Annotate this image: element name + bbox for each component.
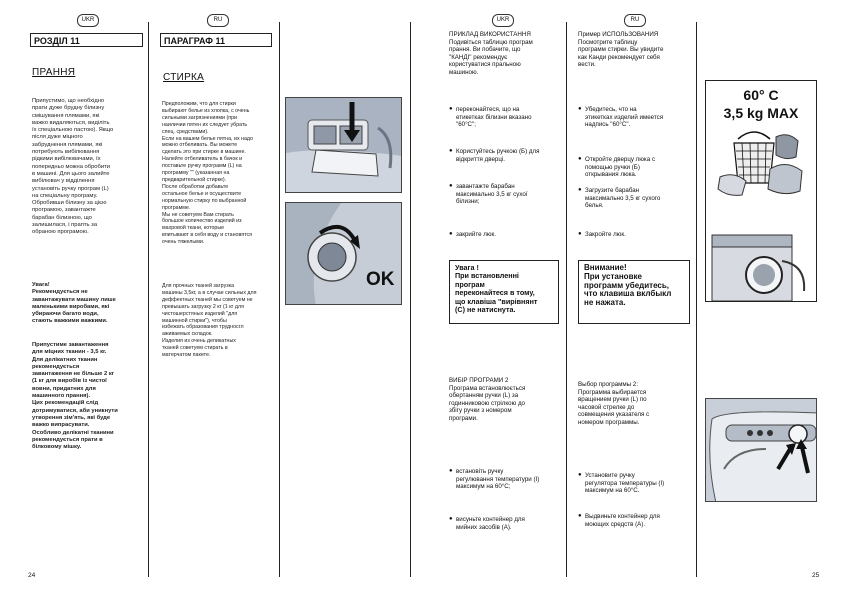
section-title: ПРАННЯ (32, 67, 76, 78)
instruction-bullet: ● Установите ручку регулятора температуры (I) максимум на 60°С. (578, 472, 699, 495)
instruction-bullet: ● Користуйтесь ручкою (Б) для відкриття дверці. (449, 148, 568, 163)
load-capacity-panel (705, 80, 817, 302)
body-text: Припустиме завантаження для міцних тканин - 3,5 кг. Для делікатних тканин рекомендується завантаження не більше 2 кг (1 кг для виробів із чистої вовни, придатних для машинного прання). Цих рекомендацій слід дотримуватися, аби уникнути утворення зім'ять, які буде важко випрасувати. Особливо делікатні тканини рекомендується прати в білковому мішку. (32, 342, 118, 451)
ok-label: OK (366, 269, 395, 290)
warning-box: Увага ! При встановленні програм переконайтеся в тому, що клавіша "вирівнянт (С) не натиснута. (449, 260, 559, 324)
example-heading: ПРИКЛАД ВИКОРИСТАННЯ Подивіться таблицю програм прання. Ви побачите, що "КАНДІ" рекомендує користуватися пральною машиною. (449, 31, 533, 76)
instruction-bullet: ● Откройте дверцу люка с помощью ручки (Б) открывания люка. (578, 156, 699, 179)
column-divider-1 (148, 22, 149, 577)
body-text: Для прочных тканей загрузка машины 3,5кг, а в случае сильных для деффектных тканей мы советуем не превышать загрузку 2 кг (1 кг для чистошерстяных изделий "для машинной стирки"), чтобы избежать образования трудносгл аживаемых складок. Изделия из очень деликатных тканей советуем стирать в матерчатом пакете. (162, 283, 257, 359)
program-step-text: ВИБІР ПРОГРАМИ 2 Програма встановлюється обертанням ручки (L) за годинниковою стрілкою до збігу ручки з номером програми. (449, 377, 526, 422)
instruction-bullet: ● висуньте контейнер для мийних засобів (А). (449, 516, 568, 531)
door-handle-photo (285, 202, 402, 305)
language-flag-ukr: UKR (492, 14, 514, 27)
max-load-label: 3,5 kg MAX (723, 105, 799, 121)
instruction-bullet: ● завантажте барабан максимально 3,5 кг сухої білизни; (449, 183, 568, 206)
laundry-basket-icon (716, 129, 808, 199)
page-number: 24 (28, 572, 36, 579)
instruction-bullet: ● Убедитесь, что на этикетках изделий имеется надпись "60°С". (578, 106, 699, 129)
washing-machine-icon (708, 231, 816, 301)
section-header: ПАРАГРАФ 11 (160, 33, 272, 47)
warning-box: Внимание! При установке программ убедитесь, что клавиша вклбыкл не нажата. (578, 260, 690, 324)
column-divider-2 (279, 22, 280, 577)
column-divider-3 (410, 22, 411, 577)
program-step-text: Выбор программы 2: Программа выбирается вращением ручки (L) по часовой стрелке до совмещения указателя с номером программы. (578, 381, 650, 426)
language-flag-ukr: UKR (77, 14, 99, 27)
section-title: СТИРКА (163, 72, 205, 83)
body-text: Увага! Рекомендується не завантажувати машину лише маленькими виробами, які убираючи багато води, стають важкими важкими. (32, 282, 116, 325)
language-flag-ru: RU (624, 14, 646, 27)
instruction-bullet: ● Выдвиньте контейнер для моющих средств (А). (578, 513, 699, 528)
temperature-label: 60° C (743, 87, 779, 103)
page-number: 25 (812, 572, 820, 579)
body-text: Припустимо, що необхідно прати дуже брудну білизну смішування плямами, які важко видаляються, виділіть їх спеціальною пастою). Якщо після дуже міцного забруднення плямами, які потребують вибілювання рідкими вибілювачами, їх попередньо можна обробити в машині. Для цього залийте вибілювач у відділення установіть ручку програм (L) на спеціальну програму. Обробивши білизну за цією програмою, завантажте барабан білизною, що залишилася, і прапть за обраною програмою. (32, 98, 114, 236)
example-heading: Пример ИСПОЛЬЗОВАНИЯ Посмотрите таблицу программ стирки. Вы увидите как Канди рекомендует себя вести. (578, 31, 664, 69)
instruction-bullet: ● переконайтеся, що на етикетках білизни вказано "60°С"; (449, 106, 568, 129)
detergent-drawer-photo (285, 97, 402, 193)
body-text: Предположим, что для стирки выбирают белье из хлопка, с очень сильными загрязнениями (при наиличии пятен их следует убрать спец. средствами). Если на вашем белье пятна, их надо можно отбеливать. Вы можете сделать это при стирке в машине. Налейте отбеливатель в бачок и поставьте ручку программ (L) на программу "" (указанная на предварительной стирке). После обработки добавьте остальное белье и осуществите нормальную стирку по выбранной программе. Мы не советуем Вам стирать большое количество изделий из махровой ткани, которые впитывают в себя воду и становятся очень тяжелыми. (162, 101, 253, 246)
instruction-bullet: ● встановіть ручку регулювання температури (I) максимум на 60°С; (449, 468, 568, 491)
language-flag-ru: RU (207, 14, 229, 27)
instruction-bullet: ● Загрузите барабан максимально 3,5 кг сухого белья. (578, 187, 699, 210)
instruction-bullet: ● закрийте люк. (449, 231, 568, 239)
instruction-bullet: ● Закройте люк. (578, 231, 699, 239)
control-panel-photo (705, 398, 817, 502)
section-header: РОЗДІЛ 11 (30, 33, 143, 47)
